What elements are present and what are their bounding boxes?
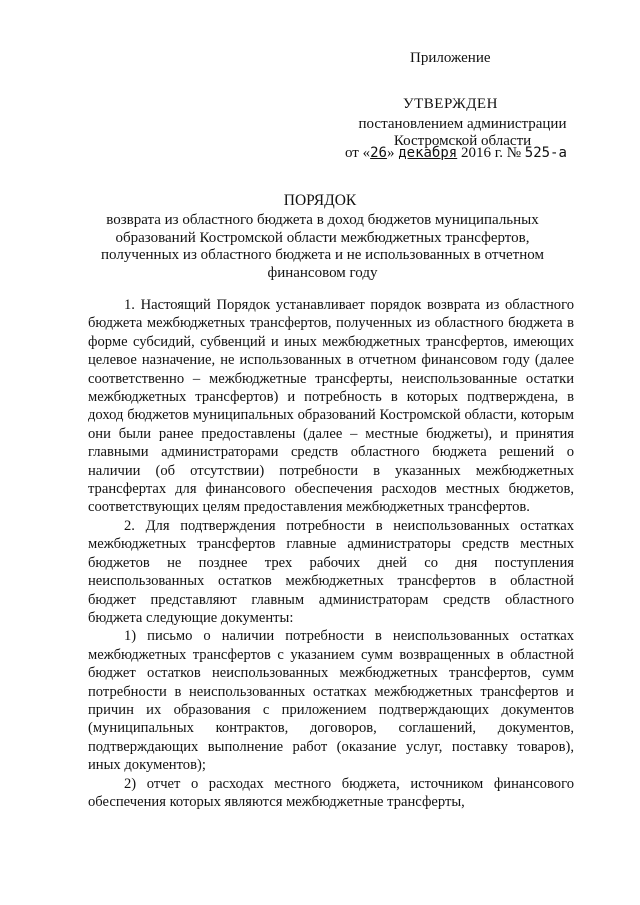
- approval-line-1: постановлением администрации: [358, 116, 567, 132]
- date-prefix: от «: [345, 145, 371, 161]
- date-quote-close: »: [386, 145, 395, 161]
- document-subtitle: возврата из областного бюджета в доход бюджетов муниципальных образований Костромской области межбюджетных трансфертов, полученных из областного бюджета и не использованных в отчетном финансовом году: [101, 212, 544, 281]
- date-month: декабря: [398, 145, 458, 161]
- document-body: [88, 296, 574, 811]
- date-year: 2016 г. №: [460, 145, 522, 161]
- paragraph-2-item-2: 2) отчет о расходах местного бюджета, источником финансового обеспечения которых являются межбюджетные трансферты,: [88, 775, 574, 810]
- appendix-label: Приложение: [410, 50, 491, 66]
- document-title: ПОРЯДОК: [283, 192, 357, 209]
- paragraph-2: 2. Для подтверждения потребности в неиспользованных остатках межбюджетных трансфертов главные администраторы средств местных бюджетов не позднее трех рабочих дней со дня поступления неиспользованных остатков межбюджетных трансфертов в областной бюджет представляют главным администраторам средств областного бюджета следующие документы:: [88, 517, 574, 626]
- paragraph-1: 1. Настоящий Порядок устанавливает порядок возврата из областного бюджета межбюджетных трансфертов, полученных из областного бюджета в форме субсидий, субвенций и иных межбюджетных трансфертов, имеющих целевое назначение, не использованных в отчетном финансовом году (далее соответственно – межбюджетные трансферты, неиспользованные остатки межбюджетных трансфертов) и потребность в которых подтверждена, в доход бюджетов муниципальных образований Костромской области, которым они были ранее предоставлены (далее – местные бюджеты), и принятия главными администраторами средств областного бюджета решений о наличии (об отсутствии) потребности в указанных межбюджетных трансфертах для финансового обеспечения расходов местных бюджетов, соответствующих целям предоставления межбюджетных трансфертов.: [88, 297, 574, 516]
- date-day: 26: [370, 145, 387, 161]
- paragraph-2-item-1: 1) письмо о наличии потребности в неиспользованных остатках межбюджетных трансфертов с указанием сумм возвращенных в областной бюджет остатков неиспользованных межбюджетных трансфертов, сумм потребности в неиспользованных остатках межбюджетных трансфертов и причин их образования с приложением подтверждающих документов (муниципальных контрактов, договоров, соглашений, документов, подтверждающих выполнение работ (оказание услуг, поставку товаров), иных документов);: [88, 628, 574, 774]
- approval-line-2: Костромской области: [393, 133, 532, 149]
- document-number: 525-а: [524, 145, 567, 161]
- approved-heading: УТВЕРЖДЕН: [403, 96, 498, 112]
- approval-date-line: [345, 145, 567, 162]
